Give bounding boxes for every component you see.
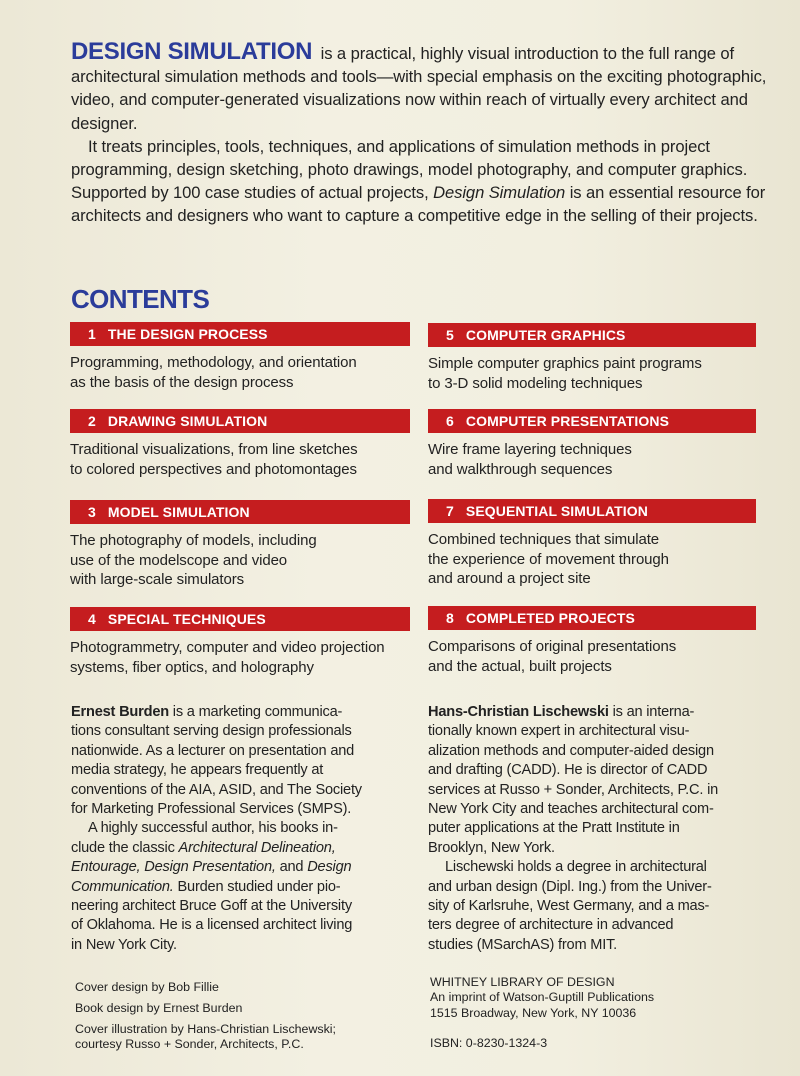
section-6 <box>428 409 756 479</box>
section-title: DRAWING SIMULATION <box>107 413 268 429</box>
book-title-italic: Architectural Delineation, <box>178 839 336 856</box>
section-4 <box>70 607 410 677</box>
section-title: SEQUENTIAL SIMULATION <box>465 503 648 519</box>
publisher-name: WHITNEY LIBRARY OF DESIGN <box>430 975 615 989</box>
publisher-imprint: An imprint of Watson-Guptill Publications <box>430 990 655 1005</box>
cover-design-credit: Cover design by Bob Fillie <box>75 980 219 994</box>
section-bar <box>428 606 756 630</box>
desc-line: Comparisons of original presentations <box>428 638 677 655</box>
desc-line: Programming, methodology, and orientation <box>70 354 357 371</box>
section-description <box>70 440 410 479</box>
credit-line: courtesy Russo + Sonder, Architects, P.C. <box>75 1037 304 1052</box>
bio-text: nationwide. As a lecturer on presentation and <box>71 742 355 759</box>
bio-text: for Marketing Professional Services (SMPS). <box>71 801 352 818</box>
section-number: 1 <box>88 326 96 342</box>
illustration-credit <box>75 1022 405 1053</box>
section-title: COMPLETED PROJECTS <box>465 610 635 626</box>
section-bar <box>70 607 410 631</box>
bio-text: alization methods and computer-aided design <box>428 742 714 759</box>
section-5 <box>428 323 756 393</box>
bio-text: and <box>275 859 308 876</box>
desc-line: to 3-D solid modeling techniques <box>428 374 643 392</box>
section-title: THE DESIGN PROCESS <box>107 326 268 342</box>
book-design-credit: Book design by Ernest Burden <box>75 1000 243 1015</box>
book-title-italic: Communication. <box>71 878 174 895</box>
desc-line: Wire frame layering techniques <box>428 441 632 458</box>
book-title-italic: Design <box>307 859 352 876</box>
bio-text: conventions of the AIA, ASID, and The Society <box>71 781 362 798</box>
section-number: 3 <box>88 504 96 520</box>
section-number: 8 <box>446 610 454 626</box>
desc-line: The photography of models, including <box>70 532 317 549</box>
contents-heading: CONTENTS <box>71 284 210 314</box>
author-name: Ernest Burden <box>71 704 169 720</box>
desc-line: and walkthrough sequences <box>428 460 613 478</box>
desc-line: and the actual, built projects <box>428 657 612 675</box>
desc-line: Combined techniques that simulate <box>428 531 660 548</box>
bio-paragraph <box>428 703 773 858</box>
desc-line: with large-scale simulators <box>70 571 245 589</box>
bio-text: studies (MSarchAS) from MIT. <box>428 936 618 953</box>
section-8 <box>428 606 756 676</box>
intro-paragraph-1 <box>71 40 771 135</box>
bio-text: Lischewski holds a degree in architectural <box>445 859 707 876</box>
bio-hans-christian-lischewski <box>428 703 773 955</box>
section-number: 2 <box>88 413 96 429</box>
bio-text: Brooklyn, New York. <box>428 839 555 856</box>
bio-paragraph <box>71 703 416 819</box>
desc-line: Simple computer graphics paint programs <box>428 355 702 372</box>
bio-text: of Oklahoma. He is a licensed architect living <box>71 917 353 934</box>
desc-line: the experience of movement through <box>428 550 669 568</box>
bio-text: neering architect Bruce Goff at the University <box>71 898 352 915</box>
section-1 <box>70 322 410 392</box>
desc-line: to colored perspectives and photomontages <box>70 460 357 478</box>
desc-line: Photogrammetry, computer and video projection <box>70 639 385 656</box>
bio-text: New York City and teaches architectural com- <box>428 801 714 818</box>
section-bar <box>70 322 410 346</box>
bio-ernest-burden <box>71 703 416 955</box>
section-bar <box>70 500 410 524</box>
intro-text <box>71 40 771 228</box>
bio-text: is a marketing communica- <box>168 704 343 720</box>
bio-text: tions consultant serving design professionals <box>71 723 352 740</box>
section-2 <box>70 409 410 479</box>
intro-p2-a: It treats principles, tools, techniques, and applications of simulation methods in project programming, design sketching, photo drawings, model photography, and computer graphics. Supported by 100 case studies of actual projects, <box>71 136 748 203</box>
bio-text: and drafting (CADD). He is director of CADD <box>428 762 708 779</box>
section-description <box>70 638 410 677</box>
section-number: 5 <box>446 327 454 343</box>
section-description <box>428 440 756 479</box>
intro-p1-text: is a practical, highly visual introduction to the full range of architectural simulation methods and tools—with special emphasis on the exciting photographic, video, and computer-generated visualizations now within reach of virtually every architect and designer. <box>71 44 767 133</box>
bio-text: and urban design (Dipl. Ing.) from the Univer- <box>428 878 712 895</box>
bio-text: puter applications at the Pratt Institute in <box>428 820 680 837</box>
bio-text: tionally known expert in architectural visu- <box>428 723 690 740</box>
desc-line: Traditional visualizations, from line sketches <box>70 441 358 458</box>
section-description <box>428 354 756 393</box>
section-number: 7 <box>446 503 454 519</box>
section-description <box>70 531 410 590</box>
desc-line: and around a project site <box>428 570 591 588</box>
intro-p2-b: is an essential resource for architects and designers who want to capture a competitive edge in the selling of their projects. <box>71 183 766 226</box>
section-number: 6 <box>446 413 454 429</box>
bio-text: services at Russo + Sonder, Architects, P.C. in <box>428 781 719 798</box>
bio-text: in New York City. <box>71 936 177 953</box>
publisher-address: 1515 Broadway, New York, NY 10036 <box>430 1005 637 1020</box>
bio-text: clude the classic <box>71 839 179 856</box>
book-title: DESIGN SIMULATION <box>71 38 313 65</box>
section-title: COMPUTER GRAPHICS <box>465 327 626 343</box>
isbn: ISBN: 0-8230-1324-3 <box>430 1036 548 1051</box>
desc-line: use of the modelscope and video <box>70 551 288 569</box>
section-bar <box>70 409 410 433</box>
intro-paragraph-2 <box>71 135 771 228</box>
bio-text: sity of Karlsruhe, West Germany, and a mas- <box>428 898 710 915</box>
desc-line: as the basis of the design process <box>70 373 294 391</box>
bio-text: is an interna- <box>608 704 695 720</box>
section-description <box>70 353 410 392</box>
publisher-info <box>430 975 760 1052</box>
section-bar <box>428 323 756 347</box>
section-7 <box>428 499 756 589</box>
section-bar <box>428 499 756 523</box>
bio-paragraph <box>71 819 416 955</box>
bio-text: Burden studied under pio- <box>173 878 341 895</box>
author-name: Hans-Christian Lischewski <box>428 704 609 720</box>
section-bar <box>428 409 756 433</box>
section-title: SPECIAL TECHNIQUES <box>107 611 266 627</box>
bio-text: media strategy, he appears frequently at <box>71 762 324 779</box>
bio-text: ters degree of architecture in advanced <box>428 917 674 934</box>
section-description <box>428 530 756 589</box>
section-title: MODEL SIMULATION <box>107 504 250 520</box>
intro-p2-italic: Design Simulation <box>433 183 566 203</box>
section-3 <box>70 500 410 590</box>
bio-text: A highly successful author, his books in- <box>88 820 338 837</box>
bio-paragraph <box>428 858 773 955</box>
credits <box>75 980 405 1058</box>
section-description <box>428 637 756 676</box>
book-title-italic: Entourage, Design Presentation, <box>71 859 276 876</box>
section-number: 4 <box>88 611 96 627</box>
credit-line: Cover illustration by Hans-Christian Lischewski; <box>75 1021 336 1036</box>
desc-line: systems, fiber optics, and holography <box>70 658 314 676</box>
section-title: COMPUTER PRESENTATIONS <box>465 413 670 429</box>
